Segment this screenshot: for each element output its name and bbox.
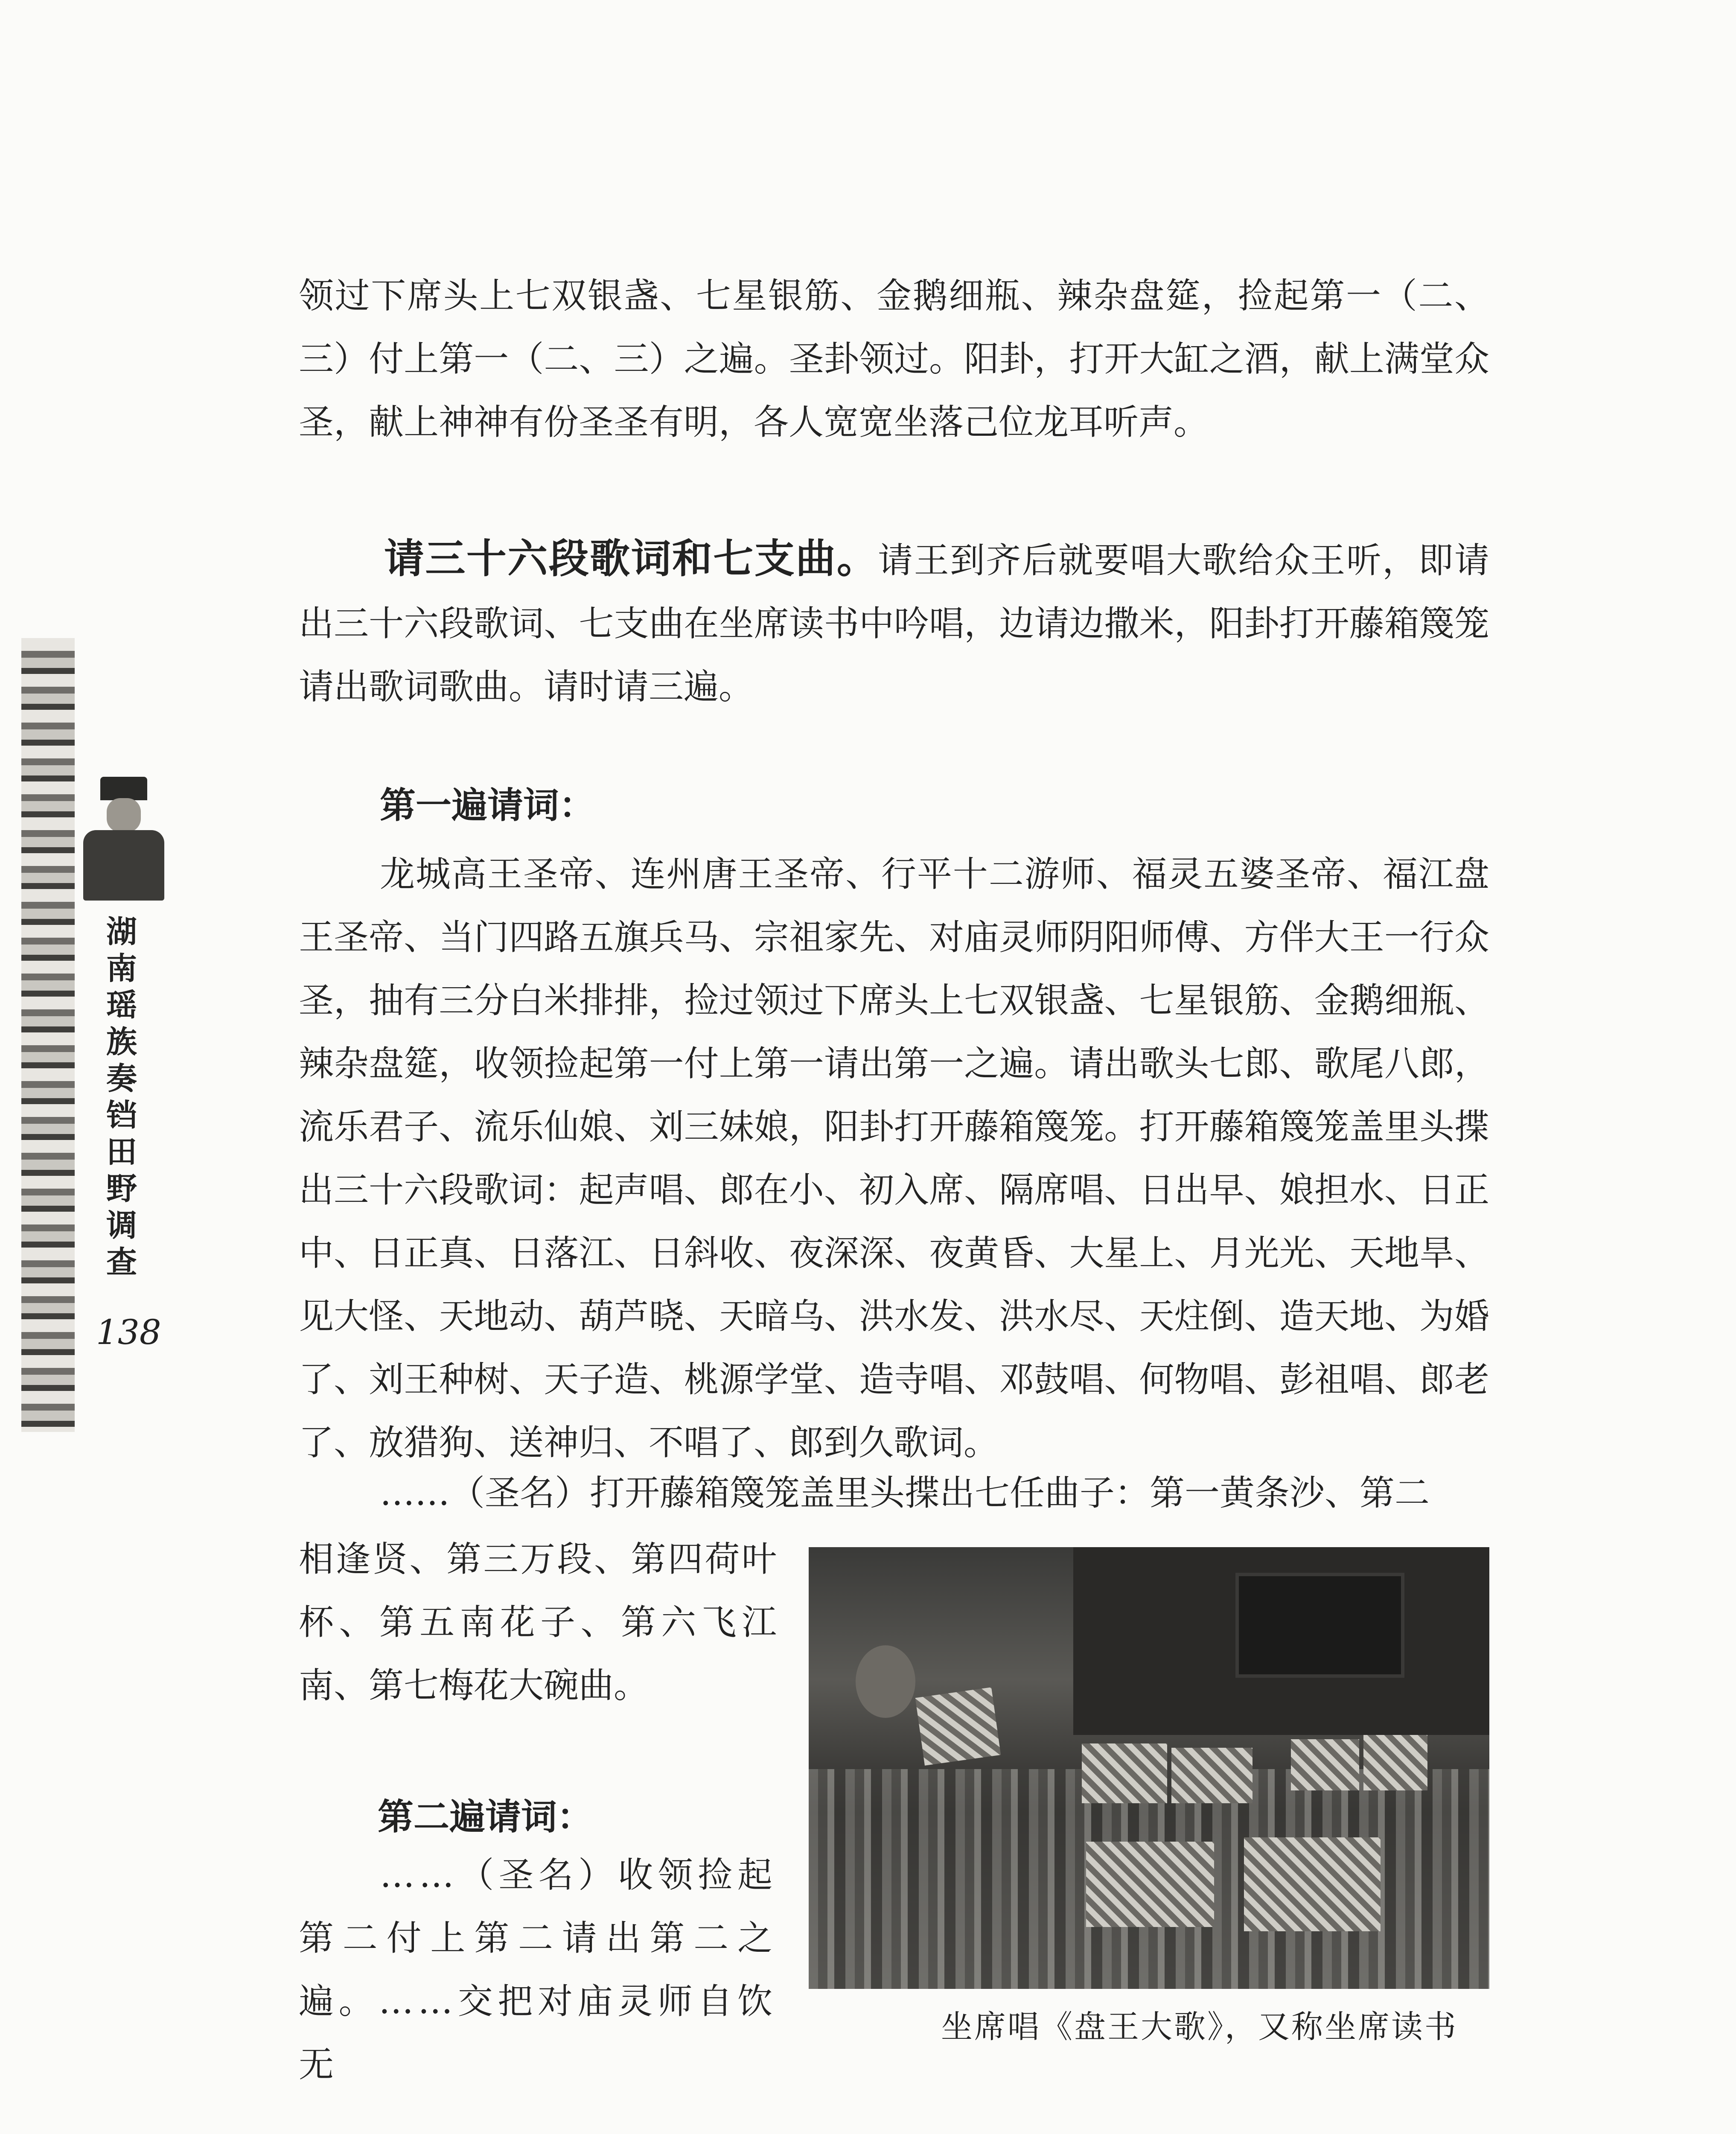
paragraph-2-body: 请王到齐后就要唱大歌给众王听，即请出三十六段歌词、七支曲在坐席读书中吟唱，边请边撒米，阳卦打开藤箱篾笼请出歌词歌曲。请时请三遍。 [299, 540, 1489, 707]
page-number: 138 [96, 1312, 161, 1352]
photo-caption: 坐席唱《盘王大歌》，又称坐席读书 [941, 2009, 1458, 2045]
ceremony-photo [809, 1547, 1489, 1989]
paragraph-3: 龙城高王圣帝、连州唐王圣帝、行平十二游师、福灵五婆圣帝、福江盘王圣帝、当门四路五旗兵马、宗祖家先、对庙灵师阴阳师傅、方伴大王一行众圣，抽有三分白米排排，捡过领过下席头上七双银盏、七星银筋、金鹅细瓶、辣杂盘筵，收领捡起第一付上第一请出第一之遍。请出歌头七郎、歌尾八郎，流乐君子、流乐仙娘、刘三妹娘，阳卦打开藤箱篾笼。打开藤箱篾笼盖里头揲出三十六段歌词：起声唱、郎在小、初入席、隔席唱、日出早、娘担水、日正中、日正真、日落江、日斜收、夜深深、夜黄昏、大星上、月光光、天地旱、见大怪、天地动、葫芦晓、天暗乌、洪水发、洪水尽、天炷倒、造天地、为婚了、刘王种树、天子造、桃源学堂、造寺唱、邓鼓唱、何物唱、彭祖唱、郎老了、放猎狗、送神归、不唱了、郎到久歌词。 [299, 854, 1489, 1463]
seated-figure-icon [77, 777, 171, 901]
decorative-border [21, 638, 75, 1432]
section-heading: 请三十六段歌词和七支曲。 [384, 535, 878, 582]
paragraph-4: ……（圣名）打开藤箱篾笼盖里头揲出七任曲子：第一黄条沙、第二 [380, 1473, 1430, 1513]
subheading-first: 第一遍请词： [380, 784, 595, 826]
paragraph-2 [299, 527, 1489, 719]
book-title-vertical: 湖南瑶族奏铛田野调查 [106, 914, 137, 1280]
paragraph-6: ……（圣名）收领捡起第二付上第二请出第二之遍。……交把对庙灵师自饮无 [299, 1855, 777, 2085]
paragraph-5: 相逢贤、第三万段、第四荷叶杯、第五南花子、第六飞江南、第七梅花大碗曲。 [299, 1539, 777, 1706]
subheading-second: 第二遍请词： [378, 1796, 593, 1838]
paragraph-1: 领过下席头上七双银盏、七星银筋、金鹅细瓶、辣杂盘筵，捡起第一（二、三）付上第一（二、三）之遍。圣卦领过。阳卦，打开大缸之酒，献上满堂众圣，献上神神有份圣圣有明，各人宽宽坐落己位龙耳听声。 [299, 276, 1489, 443]
